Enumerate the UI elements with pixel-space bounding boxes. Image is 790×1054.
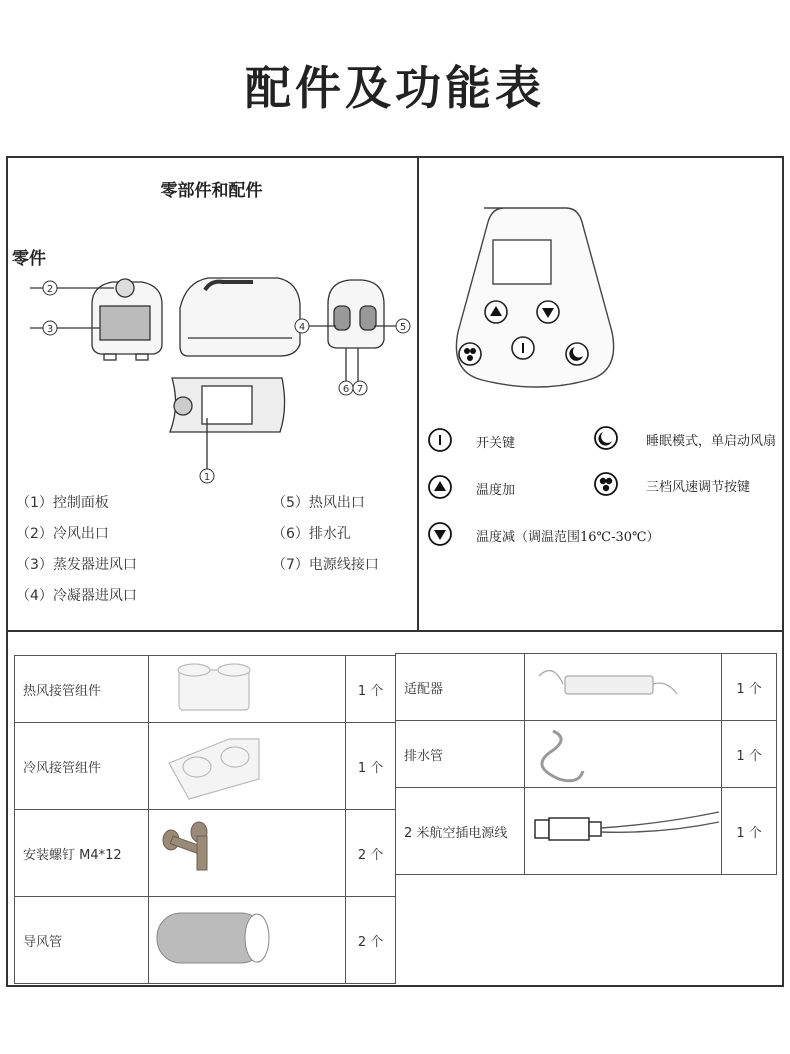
accessory-name: 2 米航空插电源线 [396, 788, 525, 875]
drain-pipe-image [525, 721, 721, 783]
accessory-image [149, 723, 346, 810]
moon-icon [593, 425, 619, 451]
accessories-table-left [14, 655, 396, 984]
product-diagram [30, 268, 420, 488]
control-label: 三档风速调节按键 [646, 480, 751, 495]
adapter-image [525, 654, 721, 716]
callout-4: 4 [298, 322, 306, 333]
screws-image [149, 810, 345, 892]
control-label: 睡眠模式，单启动风扇 [646, 434, 777, 449]
accessory-qty: 1 个 [722, 654, 777, 721]
callout-3: 3 [46, 324, 54, 335]
accessory-name: 冷风接管组件 [15, 723, 149, 810]
legend-item: （3）蒸发器进风口 [16, 557, 137, 573]
legend-item: （2）冷风出口 [16, 526, 109, 542]
accessory-image [149, 897, 346, 984]
legend-item: （6）排水孔 [272, 526, 351, 542]
legend-item: （1）控制面板 [16, 495, 109, 511]
cold-air-connector-image [149, 723, 345, 805]
accessory-image [525, 721, 722, 788]
legend-item: （4）冷凝器进风口 [16, 588, 137, 604]
parts-subtitle: 零件 [12, 249, 46, 269]
callout-1: 1 [203, 472, 211, 483]
accessory-qty: 2 个 [346, 810, 396, 897]
parts-title: 零部件和配件 [160, 181, 263, 201]
accessory-qty: 1 个 [722, 721, 777, 788]
accessory-image [525, 788, 722, 875]
fan-icon [593, 471, 619, 497]
page-title: 配件及功能表 [245, 61, 545, 115]
control-label: 温度减（调温范围16℃-30℃） [476, 530, 660, 545]
legend-item: （5）热风出口 [272, 495, 365, 511]
control-label: 开关键 [476, 436, 516, 451]
control-label: 温度加 [476, 483, 516, 498]
accessories-table-right [395, 653, 777, 875]
accessory-image [525, 654, 722, 721]
up-arrow-icon [427, 474, 453, 500]
accessory-qty: 1 个 [346, 656, 396, 723]
accessory-name: 排水管 [396, 721, 525, 788]
accessory-qty: 1 个 [722, 788, 777, 875]
accessory-image [149, 656, 346, 723]
accessory-image [149, 810, 346, 897]
accessory-name: 适配器 [396, 654, 525, 721]
legend-item: （7）电源线接口 [272, 557, 379, 573]
callout-7: 7 [356, 384, 364, 395]
callout-2: 2 [46, 284, 54, 295]
air-duct-image [149, 897, 345, 979]
accessory-qty: 1 个 [346, 723, 396, 810]
control-panel-diagram [430, 206, 620, 388]
power-cable-image [525, 788, 721, 870]
power-icon [427, 427, 453, 453]
accessory-name: 导风管 [15, 897, 149, 984]
accessory-name: 安装螺钉 M4*12 [15, 810, 149, 897]
hot-air-connector-image [149, 656, 345, 718]
accessory-qty: 2 个 [346, 897, 396, 984]
down-arrow-icon [427, 521, 453, 547]
accessory-name: 热风接管组件 [15, 656, 149, 723]
callout-6: 6 [342, 384, 350, 395]
callout-5: 5 [399, 322, 407, 333]
